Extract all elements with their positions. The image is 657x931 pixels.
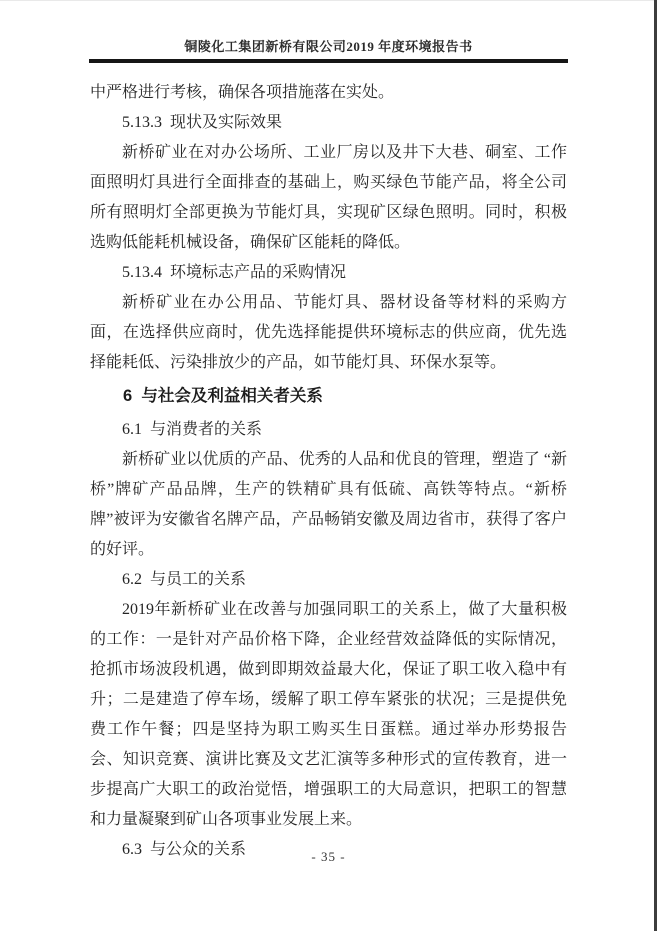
chapter-heading-6: 6 与社会及利益相关者关系 <box>123 387 323 405</box>
body-paragraph: 新桥矿业在对办公场所、工业厂房以及井下大巷、硐室、工作面照明灯具进行全面排查的基础上，购买绿色节能产品，将全公司所有照明灯全部更换为节能灯具，实现矿区绿色照明。同时，积极选购低能耗机械设备，确保矿区能耗的降低。 <box>90 144 567 251</box>
section-heading-5-13-4: 5.13.4 环境标志产品的采购情况 <box>122 264 347 281</box>
document-body <box>90 78 567 865</box>
body-paragraph: 新桥矿业以优质的产品、优秀的人品和优良的管理，塑造了 “新桥”牌矿产品品牌，生产的铁精矿具有低硫、高铁等特点。“新桥牌”被评为安徽省名牌产品，产品畅销安徽及周边省市，获得了客户的好评。 <box>90 451 567 558</box>
body-paragraph: 新桥矿业在办公用品、节能灯具、器材设备等材料的采购方面，在选择供应商时，优先选择能提供环境标志的供应商，优先选择能耗低、污染排放少的产品，如节能灯具、环保水泵等。 <box>90 294 567 371</box>
report-header-title: 铜陵化工集团新桥有限公司2019 年度环境报告书 <box>184 39 473 54</box>
header-rule <box>89 59 568 63</box>
body-paragraph-continuation: 中严格进行考核，确保各项措施落在实处。 <box>90 84 395 101</box>
section-heading-6-2: 6.2 与员工的关系 <box>122 571 247 588</box>
body-paragraph: 2019年新桥矿业在改善与加强同职工的关系上，做了大量积极的工作：一是针对产品价格下降，企业经营效益降低的实际情况，抢抓市场波段机遇，做到即期效益最大化，保证了职工收入稳中有升；二是建造了停车场，缓解了职工停车紧张的状况；三是提供免费工作午餐；四是坚持为职工购买生日蛋糕。通过举办形势报告会、知识竞赛、演讲比赛及文艺汇演等多种形式的宣传教育，进一步提高广大职工的政治觉悟，增强职工的大局意识，把职工的智慧和力量凝聚到矿山各项事业发展上来。 <box>90 601 567 828</box>
section-heading-5-13-3: 5.13.3 现状及实际效果 <box>122 114 283 131</box>
scan-edge-top <box>0 0 657 1</box>
page-number: - 35 - <box>311 849 346 864</box>
section-heading-6-3: 6.3 与公众的关系 <box>122 841 247 858</box>
page-header <box>0 0 657 63</box>
section-heading-6-1: 6.1 与消费者的关系 <box>122 421 263 438</box>
